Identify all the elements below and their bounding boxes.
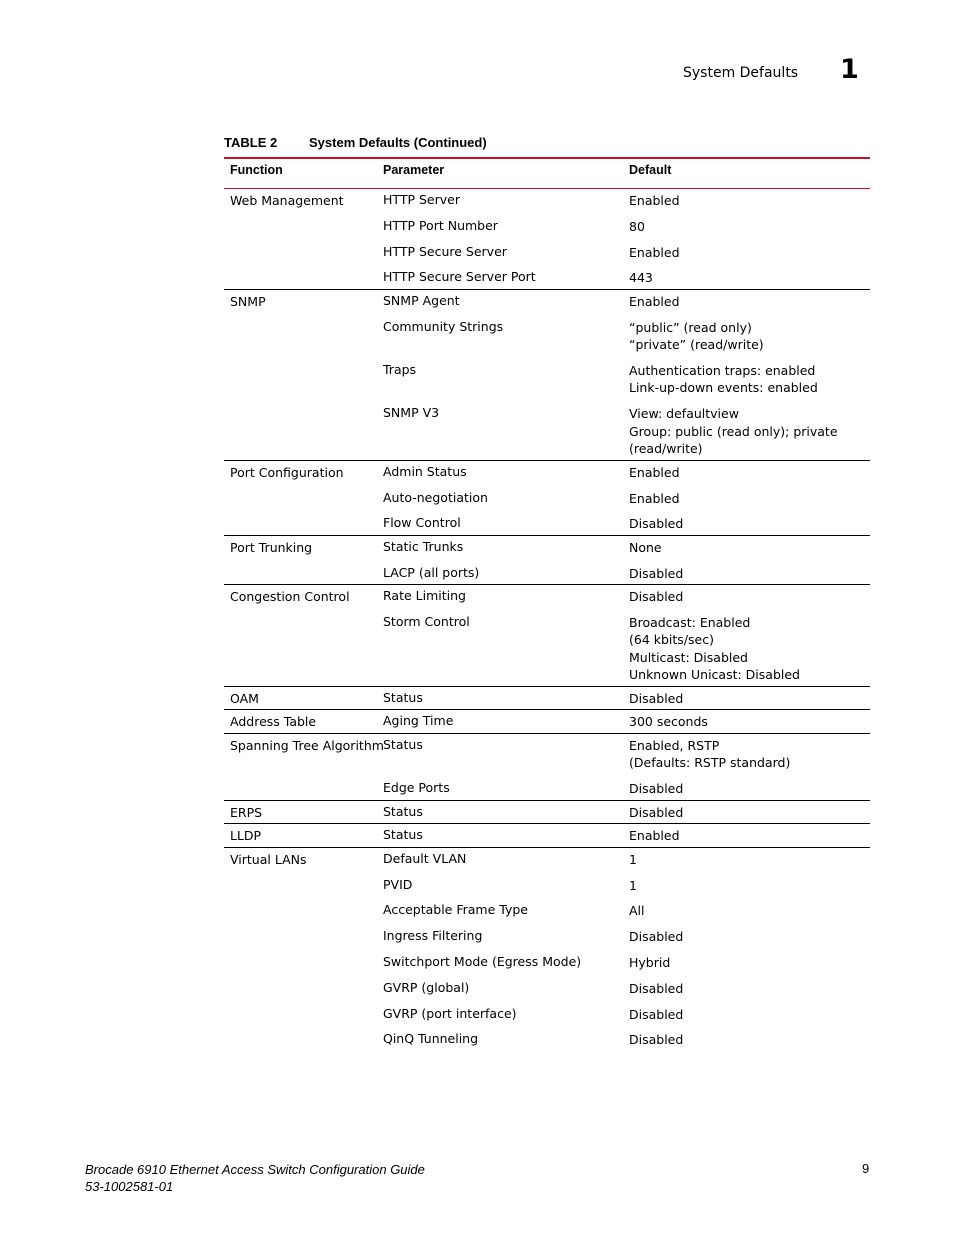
table-row: [224, 319, 870, 354]
table-row: [224, 490, 870, 508]
default-cell: [629, 405, 870, 458]
footer-doc-number: 53-1002581-01: [85, 1179, 174, 1194]
table-group: [224, 585, 870, 687]
table-row: [224, 902, 870, 920]
default-cell: [629, 902, 870, 920]
running-header-title: System Defaults: [683, 65, 799, 81]
parameter-cell: Rate Limiting: [383, 588, 466, 604]
default-value-line: Multicast: Disabled: [629, 649, 748, 665]
default-cell: [629, 362, 870, 397]
default-cell: [629, 827, 870, 845]
table-row: [224, 464, 870, 482]
parameter-cell: Status: [383, 736, 423, 752]
parameter-cell: Switchport Mode (Egress Mode): [383, 953, 582, 969]
parameter-cell: Flow Control: [383, 515, 461, 531]
function-cell: Congestion Control: [230, 589, 350, 605]
default-value-line: 300 seconds: [629, 714, 708, 730]
default-value-line: Enabled: [629, 293, 680, 309]
table-row: [224, 1031, 870, 1049]
parameter-cell: HTTP Server: [383, 192, 460, 207]
default-cell: [629, 877, 870, 895]
table-row: [224, 877, 870, 895]
table-row: [224, 928, 870, 946]
default-cell: [629, 539, 870, 557]
default-value-line: Enabled: [629, 244, 680, 260]
table-group: [224, 710, 870, 734]
table-label: TABLE 2: [224, 135, 278, 150]
default-value-line: “public” (read only): [629, 319, 752, 335]
default-value-line: (Defaults: RSTP standard): [629, 755, 791, 771]
default-cell: [629, 713, 870, 731]
table-group: [224, 189, 870, 290]
parameter-cell: Status: [383, 827, 423, 843]
default-value-line: Enabled: [629, 464, 680, 480]
table-row: [224, 192, 870, 210]
default-value-line: 80: [629, 218, 645, 234]
function-cell: LLDP: [230, 828, 262, 844]
parameter-cell: Traps: [383, 361, 417, 377]
system-defaults-table: [224, 157, 870, 1051]
function-cell: Virtual LANs: [230, 851, 307, 867]
default-cell: [629, 588, 870, 606]
column-header-parameter: Parameter: [383, 163, 445, 177]
default-cell: [629, 218, 870, 236]
table-row: [224, 851, 870, 869]
default-value-line: (read/write): [629, 441, 703, 457]
parameter-cell: LACP (all ports): [383, 564, 480, 580]
default-cell: [629, 319, 870, 354]
default-cell: [629, 464, 870, 482]
default-value-line: Disabled: [629, 1032, 684, 1048]
default-value-line: Disabled: [629, 929, 684, 945]
table-row: [224, 218, 870, 236]
default-cell: [629, 737, 870, 772]
table-row: [224, 565, 870, 583]
default-value-line: Disabled: [629, 804, 684, 820]
parameter-cell: Status: [383, 803, 423, 819]
parameter-cell: Community Strings: [383, 318, 504, 334]
default-cell: [629, 1006, 870, 1024]
default-value-line: Unknown Unicast: Disabled: [629, 667, 800, 683]
table-row: [224, 539, 870, 557]
default-cell: [629, 565, 870, 583]
table-row: [224, 244, 870, 262]
parameter-cell: QinQ Tunneling: [383, 1031, 479, 1047]
table-row: [224, 690, 870, 708]
parameter-cell: SNMP V3: [383, 405, 440, 421]
parameter-cell: Edge Ports: [383, 780, 450, 796]
default-value-line: Disabled: [629, 1006, 684, 1022]
default-value-line: None: [629, 539, 662, 555]
table-row: [224, 804, 870, 822]
default-value-line: Enabled: [629, 490, 680, 506]
table-row: [224, 827, 870, 845]
table-row: [224, 515, 870, 533]
parameter-cell: Acceptable Frame Type: [383, 902, 528, 918]
default-value-line: Enabled: [629, 193, 680, 208]
default-value-line: Authentication traps: enabled: [629, 362, 816, 378]
table-title: System Defaults (Continued): [309, 135, 487, 150]
parameter-cell: HTTP Port Number: [383, 217, 498, 233]
table-group: [224, 824, 870, 848]
table-row: [224, 362, 870, 397]
function-cell: OAM: [230, 690, 259, 706]
table-group: [224, 536, 870, 585]
default-value-line: Disabled: [629, 690, 684, 706]
page-number: 9: [862, 1161, 870, 1176]
parameter-cell: Admin Status: [383, 463, 467, 479]
default-value-line: Disabled: [629, 781, 684, 797]
default-cell: [629, 1031, 870, 1049]
function-cell: Web Management: [230, 193, 344, 208]
default-value-line: 443: [629, 270, 653, 286]
parameter-cell: Storm Control: [383, 613, 470, 629]
default-value-line: Disabled: [629, 589, 684, 605]
table-body: [224, 189, 870, 1051]
default-value-line: Link-up-down events: enabled: [629, 380, 818, 396]
table-group: [224, 801, 870, 825]
default-cell: [629, 804, 870, 822]
default-cell: [629, 293, 870, 311]
table-row: [224, 780, 870, 798]
default-value-line: (64 kbits/sec): [629, 632, 714, 648]
default-cell: [629, 690, 870, 708]
column-header-function: Function: [230, 163, 283, 177]
default-value-line: All: [629, 903, 645, 919]
default-value-line: Disabled: [629, 516, 684, 532]
default-cell: [629, 515, 870, 533]
column-header-default: Default: [629, 163, 672, 177]
parameter-cell: Default VLAN: [383, 850, 467, 866]
default-value-line: Hybrid: [629, 954, 671, 970]
default-value-line: “private” (read/write): [629, 337, 764, 353]
table-group: [224, 687, 870, 711]
default-value-line: Enabled: [629, 828, 680, 844]
parameter-cell: Status: [383, 689, 423, 705]
function-cell: Port Configuration: [230, 464, 344, 480]
table-row: [224, 405, 870, 458]
default-value-line: Disabled: [629, 565, 684, 581]
table-row: [224, 614, 870, 684]
parameter-cell: GVRP (global): [383, 979, 470, 995]
table-row: [224, 588, 870, 606]
function-cell: Spanning Tree Algorithm: [230, 737, 384, 753]
parameter-cell: HTTP Secure Server Port: [383, 269, 536, 285]
default-cell: [629, 780, 870, 798]
default-cell: [629, 954, 870, 972]
function-cell: SNMP: [230, 293, 266, 309]
table-group: [224, 290, 870, 461]
default-value-line: View: defaultview: [629, 406, 739, 422]
table-group: [224, 848, 870, 1051]
table-row: [224, 737, 870, 772]
default-cell: [629, 614, 870, 684]
default-cell: [629, 269, 870, 287]
default-value-line: Disabled: [629, 980, 684, 996]
default-value-line: Group: public (read only); private: [629, 423, 838, 439]
table-row: [224, 980, 870, 998]
function-cell: Port Trunking: [230, 539, 313, 555]
default-cell: [629, 928, 870, 946]
footer-document-info: [85, 1161, 425, 1195]
default-value-line: Broadcast: Enabled: [629, 614, 751, 630]
parameter-cell: PVID: [383, 876, 413, 892]
parameter-cell: HTTP Secure Server: [383, 243, 507, 259]
table-row: [224, 1006, 870, 1024]
table-header-row: [224, 157, 870, 189]
table-row: [224, 269, 870, 287]
table-caption: [224, 135, 487, 150]
table-row: [224, 954, 870, 972]
default-cell: [629, 192, 870, 210]
table-group: [224, 461, 870, 536]
default-value-line: 1: [629, 851, 637, 867]
table-row: [224, 713, 870, 731]
parameter-cell: GVRP (port interface): [383, 1005, 517, 1021]
default-cell: [629, 244, 870, 262]
chapter-number: 1: [840, 54, 859, 85]
default-cell: [629, 980, 870, 998]
parameter-cell: Aging Time: [383, 713, 454, 729]
default-cell: [629, 851, 870, 869]
parameter-cell: Static Trunks: [383, 538, 464, 554]
parameter-cell: SNMP Agent: [383, 292, 460, 308]
default-value-line: 1: [629, 877, 637, 893]
table-row: [224, 293, 870, 311]
function-cell: ERPS: [230, 804, 263, 820]
table-group: [224, 734, 870, 801]
function-cell: Address Table: [230, 714, 317, 730]
default-value-line: Enabled, RSTP: [629, 737, 720, 753]
footer-doc-title: Brocade 6910 Ethernet Access Switch Configuration Guide: [85, 1162, 425, 1177]
parameter-cell: Ingress Filtering: [383, 928, 483, 944]
parameter-cell: Auto-negotiation: [383, 489, 488, 505]
default-cell: [629, 490, 870, 508]
